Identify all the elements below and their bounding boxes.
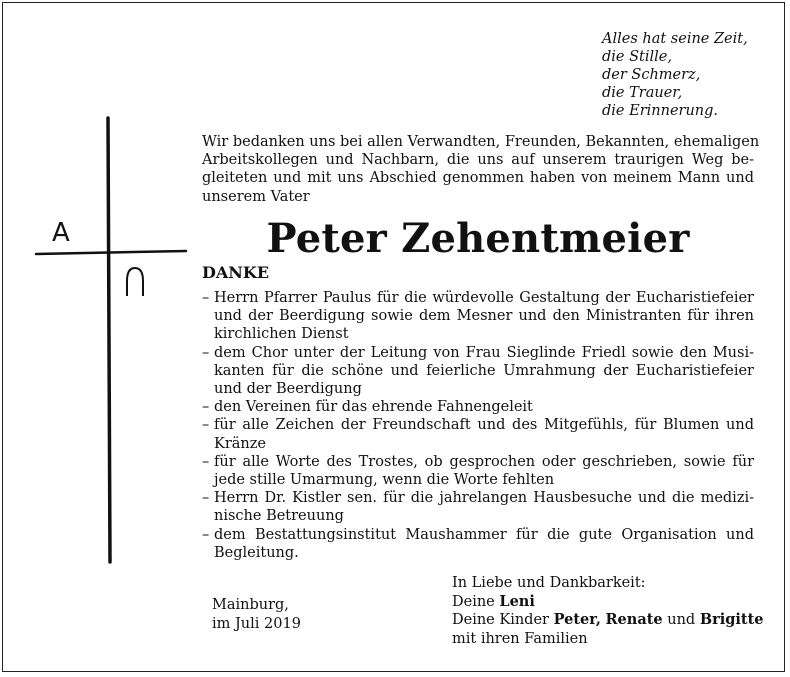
intro-paragraph bbox=[202, 133, 760, 206]
cross-vertical-bar bbox=[108, 118, 110, 562]
thanks-line: dem Bestattungsinstitut Maushammer für die gute Organisation und bbox=[214, 526, 754, 543]
thanks-item bbox=[202, 526, 754, 562]
intro-line: gleiteten und mit uns Abschied genommen haben von meinem Mann und bbox=[202, 170, 754, 187]
intro-line: Wir bedanken uns bei allen Verwandten, Freunden, Bekannten, ehemaligen bbox=[202, 134, 760, 150]
families-line: mit ihren Familien bbox=[452, 630, 588, 647]
love-line: In Liebe und Dankbarkeit: bbox=[452, 575, 646, 591]
quote-line: die Trauer, bbox=[602, 85, 683, 101]
child-name: Renate bbox=[605, 611, 663, 628]
date: im Juli 2019 bbox=[212, 615, 301, 632]
quote-line: die Stille, bbox=[602, 49, 672, 65]
list-dash: – bbox=[202, 526, 210, 543]
list-dash: – bbox=[202, 490, 210, 507]
cross-symbol bbox=[30, 110, 190, 570]
place-date-block bbox=[212, 596, 301, 633]
thanks-line: nische Betreuung bbox=[214, 508, 344, 525]
thanks-item bbox=[202, 289, 754, 344]
wife-name: Leni bbox=[499, 592, 535, 610]
thanks-item bbox=[202, 489, 754, 525]
signature-block bbox=[452, 574, 764, 648]
wife-line bbox=[452, 593, 764, 612]
thanks-line: dem Chor unter der Leitung von Frau Sieglinde Friedl sowie den Musi- bbox=[214, 344, 754, 361]
thanks-item bbox=[202, 398, 754, 416]
list-dash: – bbox=[202, 344, 210, 361]
and-word: und bbox=[667, 612, 696, 628]
quote-line: die Erinnerung. bbox=[602, 103, 719, 119]
list-dash: – bbox=[202, 417, 210, 434]
place: Mainburg, bbox=[212, 597, 289, 613]
intro-line: Arbeitskollegen und Nachbarn, die uns auf unserem traurigen Weg be- bbox=[202, 152, 754, 169]
intro-line: unserem Vater bbox=[202, 188, 310, 205]
wife-prefix: Deine bbox=[452, 593, 495, 610]
quote-line: der Schmerz, bbox=[602, 67, 701, 83]
thanks-line: Begleitung. bbox=[214, 544, 299, 561]
thanks-line: Herrn Dr. Kistler sen. für die jahrelangen Hausbesuche und die medizi- bbox=[214, 490, 754, 507]
alpha-symbol: A bbox=[52, 218, 70, 248]
child-name: Peter, bbox=[553, 611, 601, 628]
list-dash: – bbox=[202, 290, 210, 306]
children-prefix: Deine Kinder bbox=[452, 612, 549, 628]
cross-horizontal-bar bbox=[36, 251, 186, 254]
thanks-list bbox=[202, 289, 754, 562]
children-line bbox=[452, 611, 764, 630]
thanks-line: und der Beerdigung sowie dem Mesner und den Ministranten für ihren bbox=[214, 308, 754, 325]
thanks-line: kirchlichen Dienst bbox=[214, 326, 349, 343]
thanks-line: für alle Zeichen der Freundschaft und des Mitgefühls, für Blumen und bbox=[214, 417, 754, 434]
thanks-line: kanten für die schöne und feierliche Umrahmung der Eucharistiefeier bbox=[214, 362, 754, 379]
thanks-line: jede stille Umarmung, wenn die Worte fehlten bbox=[214, 472, 555, 489]
quote-line: Alles hat seine Zeit, bbox=[602, 31, 748, 47]
thanks-line: Kränze bbox=[214, 435, 266, 452]
thanks-line: Herrn Pfarrer Paulus für die würdevolle Gestaltung der Eucharistiefeier bbox=[214, 290, 754, 306]
quote-block bbox=[602, 30, 748, 120]
deceased-name: Peter Zehentmeier bbox=[266, 215, 690, 262]
thanks-line: und der Beerdigung bbox=[214, 381, 362, 398]
thanks-item bbox=[202, 453, 754, 489]
list-dash: – bbox=[202, 399, 210, 416]
thanks-item bbox=[202, 344, 754, 399]
child-name: Brigitte bbox=[699, 611, 764, 628]
danke-heading: DANKE bbox=[202, 263, 270, 282]
omega-symbol bbox=[127, 268, 143, 296]
thanks-line: den Vereinen für das ehrende Fahnengeleit bbox=[214, 399, 533, 416]
list-dash: – bbox=[202, 453, 210, 470]
thanks-item bbox=[202, 416, 754, 452]
thanks-line: für alle Worte des Trostes, ob gesprochen oder geschrieben, sowie für bbox=[214, 453, 754, 470]
